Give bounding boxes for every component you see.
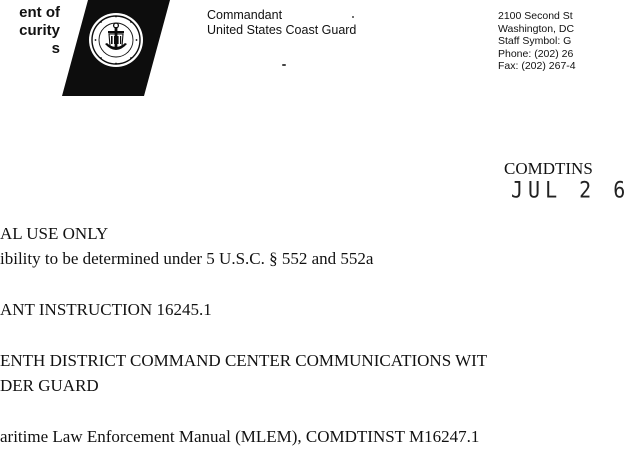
address-line: Fax: (202) 267-4 <box>498 60 576 72</box>
coast-guard-seal <box>40 0 170 101</box>
address-line: 2100 Second St <box>498 10 573 22</box>
seal-emblem-icon <box>40 0 170 96</box>
agency-name-line: s <box>51 40 60 57</box>
agency-name-line: ent of <box>19 4 60 21</box>
address-line: Phone: (202) 26 <box>498 47 574 60</box>
scan-speck <box>282 64 286 66</box>
releasability-line: ibility to be determined under 5 U.S.C. § 552 and 552a <box>0 249 374 268</box>
subject-line: ENTH DISTRICT COMMAND CENTER COMMUNICATIONS WIT <box>0 351 488 370</box>
commandant-line: United States Coast Guard <box>207 23 357 37</box>
address-block <box>498 10 576 73</box>
commandant-line: Commandant <box>207 8 283 22</box>
address-line: Washington, DC <box>498 22 575 35</box>
date-stamp: JUL 2 6 <box>511 176 630 204</box>
subject-line-continued: DER GUARD <box>0 376 99 395</box>
instruction-title: ANT INSTRUCTION 16245.1 <box>0 300 212 319</box>
instruction-number: COMDTINS <box>504 159 593 178</box>
scan-speck <box>352 16 354 18</box>
agency-name-line: curity <box>19 22 60 39</box>
classification-line: AL USE ONLY <box>0 224 109 243</box>
commandant-heading <box>207 8 356 38</box>
address-line: Staff Symbol: G <box>498 35 572 47</box>
reference-line: aritime Law Enforcement Manual (MLEM), COMDTINST M16247.1 <box>0 427 480 446</box>
